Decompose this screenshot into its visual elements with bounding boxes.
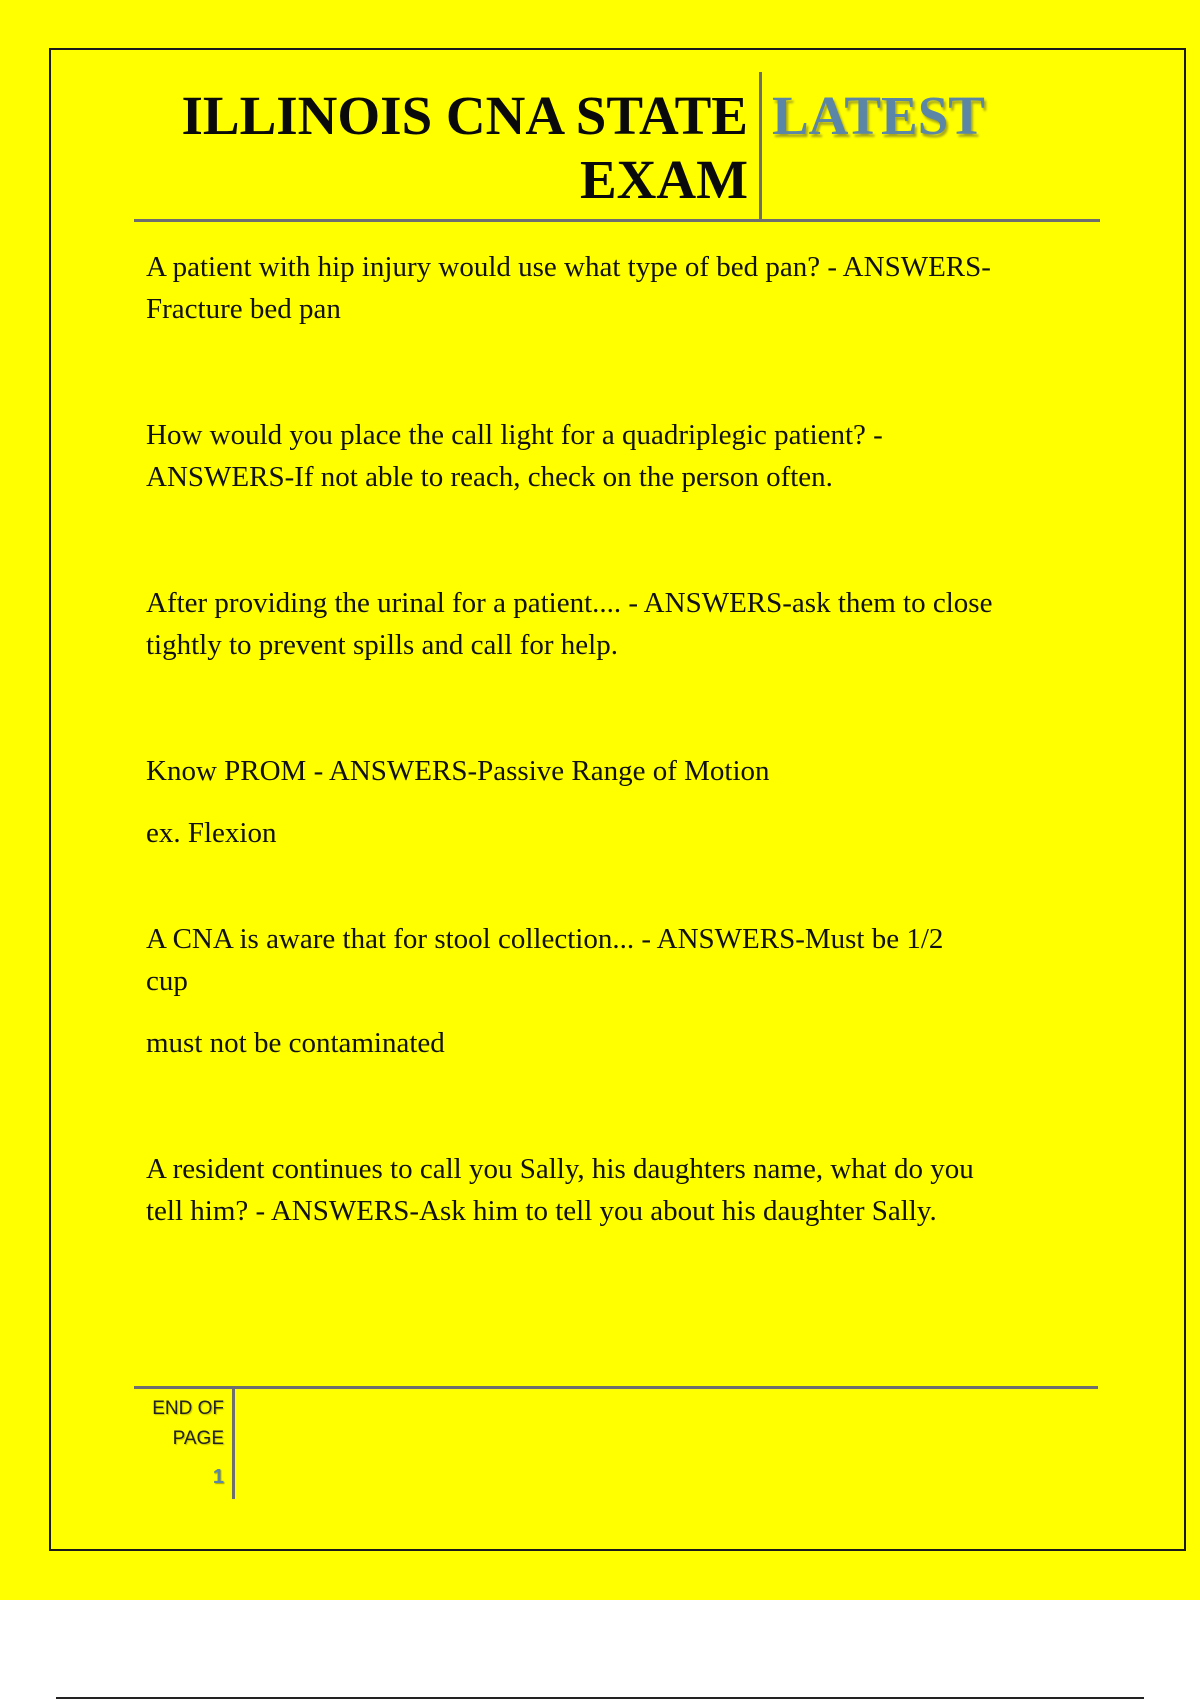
qa-item-resident-sally xyxy=(146,1148,1096,1316)
qa-list xyxy=(146,246,1096,1316)
end-of-page-line-2: PAGE xyxy=(172,1428,224,1449)
qa-item-call-light xyxy=(146,414,1096,582)
qa-text: tightly to prevent spills and call for help. xyxy=(146,629,618,661)
qa-text: tell him? - ANSWERS-Ask him to tell you about his daughter Sally. xyxy=(146,1195,937,1227)
qa-item-stool-collection xyxy=(146,918,1096,1148)
qa-text: A patient with hip injury would use what type of bed pan? - ANSWERS- xyxy=(146,251,991,283)
document-title xyxy=(134,84,748,212)
footer-rule xyxy=(134,1386,1098,1389)
title-line-1: ILLINOIS CNA STATE xyxy=(181,85,748,146)
qa-text: A resident continues to call you Sally, his daughters name, what do you xyxy=(146,1153,974,1185)
qa-text: must not be contaminated xyxy=(146,1027,445,1059)
end-of-page-line-1: END OF xyxy=(152,1398,224,1419)
bottom-separator xyxy=(56,1697,1144,1699)
end-of-page-label xyxy=(130,1394,224,1454)
qa-text: ANSWERS-If not able to reach, check on the person often. xyxy=(146,461,833,493)
page-number: 1 xyxy=(212,1466,224,1488)
qa-item-urinal xyxy=(146,582,1096,750)
document-header xyxy=(134,72,1100,222)
qa-text: ex. Flexion xyxy=(146,817,277,849)
qa-text: How would you place the call light for a quadriplegic patient? - xyxy=(146,419,883,451)
qa-text: cup xyxy=(146,965,188,997)
latest-tag: LATEST xyxy=(772,85,985,146)
qa-item-hip-injury xyxy=(146,246,1096,414)
qa-text: A CNA is aware that for stool collection... - ANSWERS-Must be 1/2 xyxy=(146,923,944,955)
qa-text: Fracture bed pan xyxy=(146,293,341,325)
header-divider xyxy=(759,72,762,219)
footer-divider xyxy=(232,1389,235,1499)
qa-text: After providing the urinal for a patient.... - ANSWERS-ask them to close xyxy=(146,587,993,619)
title-line-2: EXAM xyxy=(579,149,748,210)
qa-text: Know PROM - ANSWERS-Passive Range of Motion xyxy=(146,755,770,787)
qa-item-prom xyxy=(146,750,1096,918)
